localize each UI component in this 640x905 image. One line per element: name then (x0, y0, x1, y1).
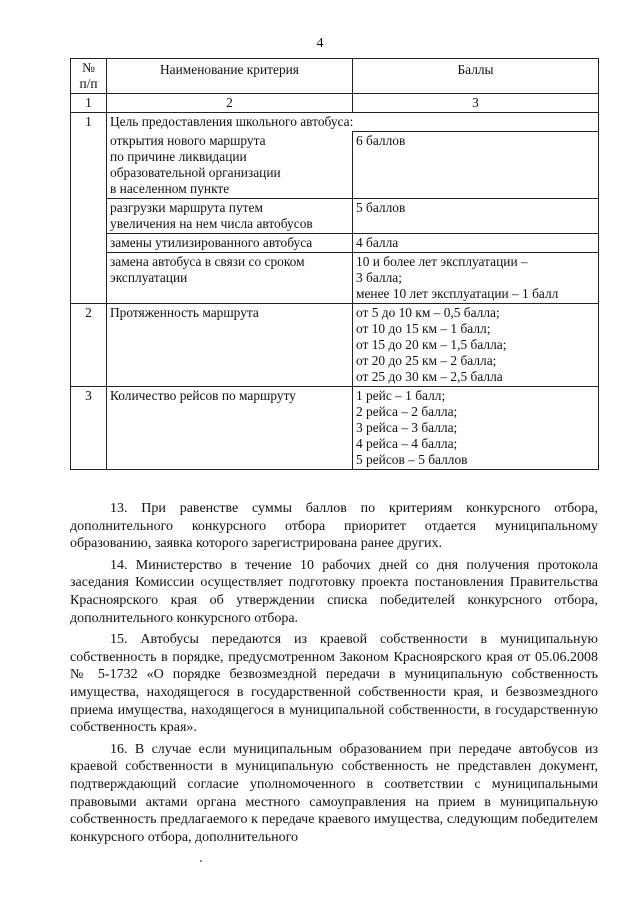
table-row (71, 386, 599, 469)
table-row (71, 113, 599, 132)
criteria-table (70, 58, 599, 470)
table-index-row (71, 94, 599, 113)
index-cell: 1 (71, 94, 107, 113)
row-num: 2 (71, 303, 107, 386)
score-cell: 4 балла (353, 233, 599, 252)
table-row (71, 198, 599, 233)
table-row (71, 233, 599, 252)
paragraph-14: 14. Министерство в течение 10 рабочих дней со дня получения протокола заседания Комиссии осуществляет подготовку проекта постановления Правительства Красноярского края об утверждении списка победителей конкурсного отбора, дополнительного конкурсного отбора. (70, 557, 598, 626)
scan-speck (200, 860, 202, 862)
paragraph-16: 16. В случае если муниципальным образованием при передаче автобусов из краевой собственности в муниципальную собственность не представлен документ, подтверждающий согласие уполномоченного в соответствии с муниципальными правовыми актами органа местного самоуправления на прием в муниципальную собственность предлагаемого к передаче краевого имущества, следующим победителем конкурсного отбора, дополнительного (70, 741, 598, 845)
header-score: Баллы (353, 59, 599, 94)
header-num: № п/п (71, 59, 107, 94)
index-cell: 3 (353, 94, 599, 113)
score-cell: 5 баллов (353, 198, 599, 233)
header-criterion: Наименование критерия (107, 59, 353, 94)
score-cell: 6 баллов (353, 132, 599, 199)
table-row (71, 132, 599, 199)
table-row (71, 252, 599, 303)
score-cell: 1 рейс – 1 балл; 2 рейса – 2 балла; 3 рейса – 3 балла; 4 рейса – 4 балла; 5 рейсов – 5 баллов (353, 386, 599, 469)
page-number: 4 (316, 36, 324, 51)
criterion-cell: Количество рейсов по маршруту (107, 386, 353, 469)
row-num: 3 (71, 386, 107, 469)
criterion-cell: разгрузки маршрута путем увеличения на нем числа автобусов (107, 198, 353, 233)
criterion-cell: замена автобуса в связи со сроком эксплуатации (107, 252, 353, 303)
criterion-cell: замены утилизированного автобуса (107, 233, 353, 252)
table-row (71, 303, 599, 386)
criterion-cell: Протяженность маршрута (107, 303, 353, 386)
table-header-row (71, 59, 599, 94)
row-num: 1 (71, 113, 107, 304)
group-title: Цель предоставления школьного автобуса: (107, 113, 599, 132)
criterion-cell: открытия нового маршрута по причине ликвидации образовательной организации в населенном пункте (107, 132, 353, 199)
score-cell: 10 и более лет эксплуатации – 3 балла; менее 10 лет эксплуатации – 1 балл (353, 252, 599, 303)
body-text (70, 500, 598, 846)
paragraph-13: 13. При равенстве суммы баллов по критериям конкурсного отбора, дополнительного конкурсного отбора приоритет отдается муниципальному образованию, заявка которого зарегистрирована ранее других. (70, 501, 598, 552)
index-cell: 2 (107, 94, 353, 113)
paragraph-15: 15. Автобусы передаются из краевой собственности в муниципальную собственность в порядке, предусмотренном Законом Красноярского края от 05.06.2008 № 5-1732 «О порядке безвозмездной передачи в муниципальную собственность имущества, находящегося в государственной собственности края, и безвозмездного приема имущества, находящегося в муниципальной собственности, в государственную собственность края». (70, 632, 598, 736)
score-cell: от 5 до 10 км – 0,5 балла; от 10 до 15 км – 1 балл; от 15 до 20 км – 1,5 балла; от 20 до 25 км – 2 балла; от 25 до 30 км – 2,5 балла (353, 303, 599, 386)
